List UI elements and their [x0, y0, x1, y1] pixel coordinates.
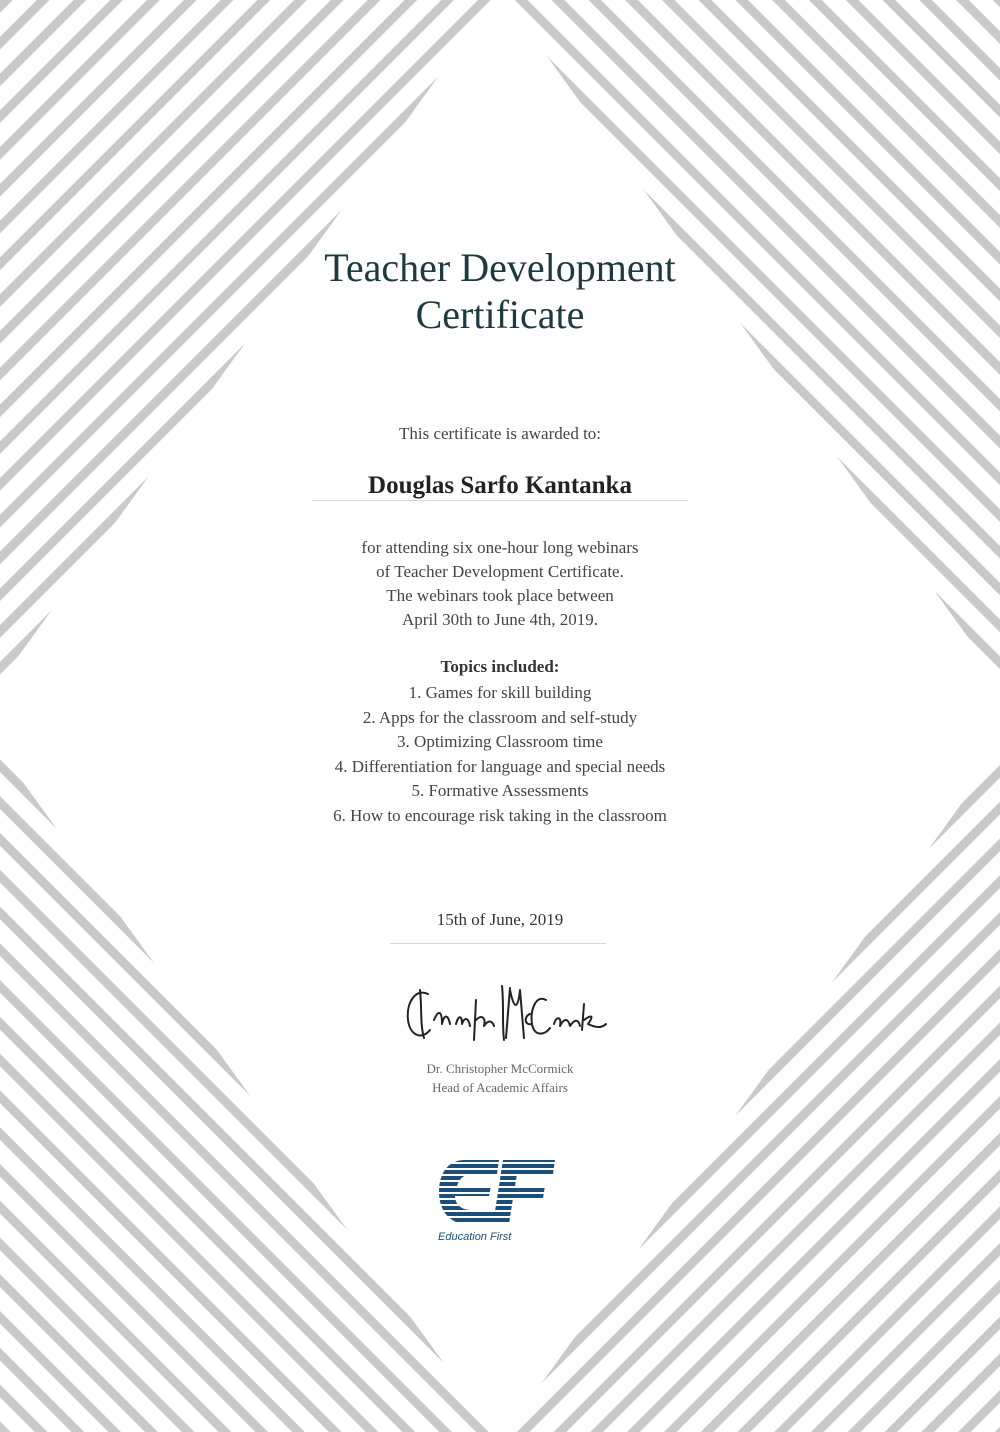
description-line: of Teacher Development Certificate.: [376, 562, 624, 581]
certificate-title-line1: Teacher Development: [324, 245, 676, 290]
date-underline: [390, 943, 606, 944]
topic-item: 5. Formative Assessments: [411, 781, 589, 800]
signatory-title: Head of Academic Affairs: [432, 1080, 568, 1095]
signatory-name: Dr. Christopher McCormick: [426, 1061, 574, 1076]
topic-item: 2. Apps for the classroom and self-study: [362, 708, 638, 727]
ef-logo-image: [437, 1158, 557, 1244]
issue-date: 15th of June, 2019: [436, 910, 564, 929]
topics-heading: Topics included:: [440, 657, 560, 676]
topic-item: 4. Differentiation for language and special needs: [334, 757, 666, 776]
topic-item: 6. How to encourage risk taking in the classroom: [333, 806, 667, 825]
topic-item: 1. Games for skill building: [408, 683, 592, 702]
signature-image: [398, 980, 608, 1050]
description-line: April 30th to June 4th, 2019.: [402, 610, 598, 629]
topic-item: 3. Optimizing Classroom time: [397, 732, 603, 751]
description-line: The webinars took place between: [386, 586, 614, 605]
recipient-name: Douglas Sarfo Kantanka: [368, 472, 632, 499]
recipient-underline: [312, 500, 688, 501]
svg-text:Education First: Education First: [438, 1231, 512, 1243]
description-line: for attending six one-hour long webinars: [361, 538, 639, 557]
certificate-title-line2: Certificate: [415, 292, 585, 337]
awarded-to-label: This certificate is awarded to:: [398, 424, 602, 443]
